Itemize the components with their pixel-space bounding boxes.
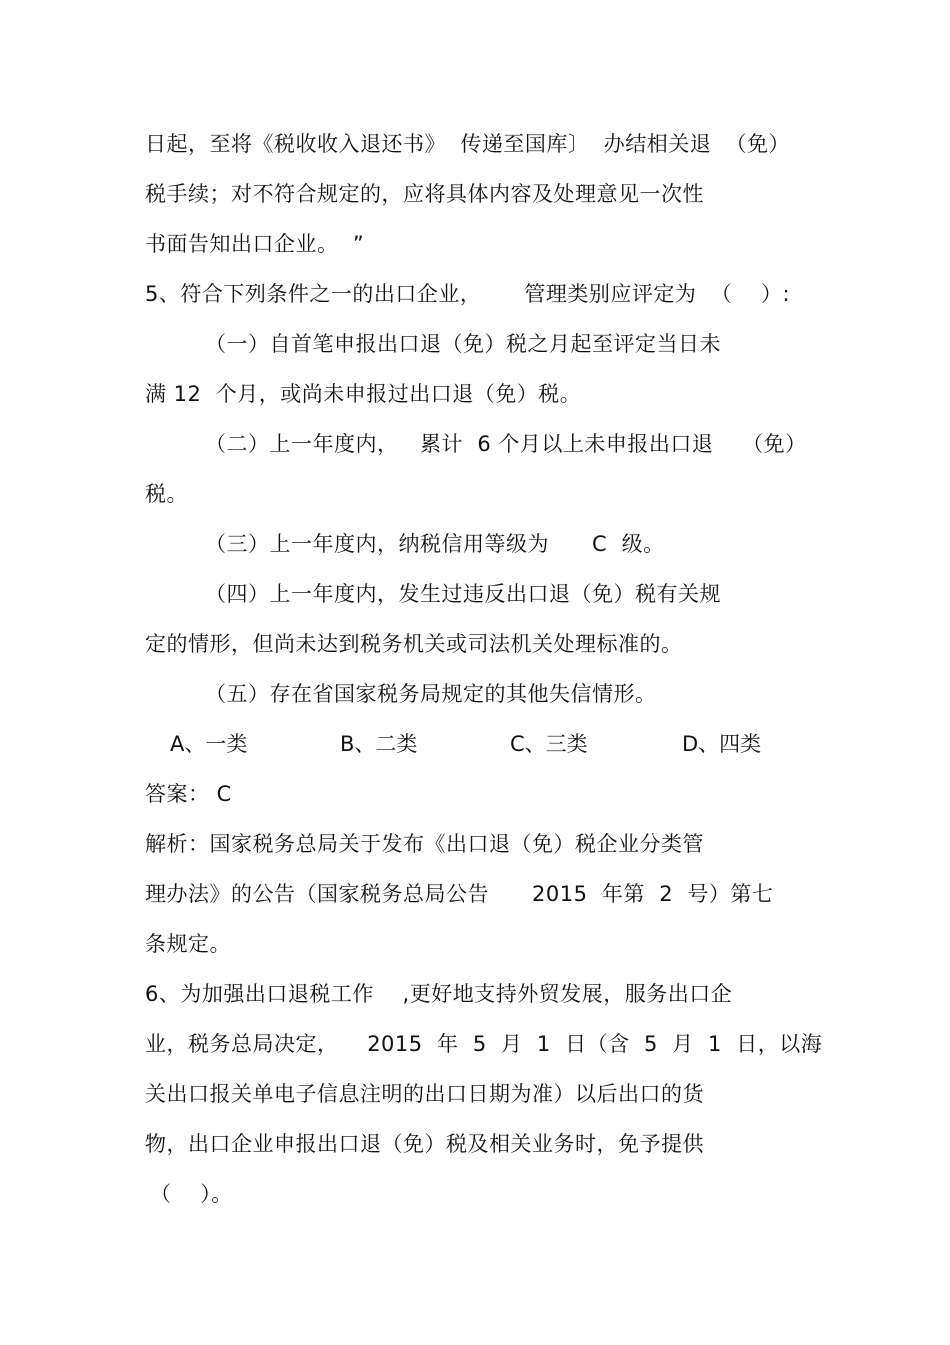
question-6-line-2: 业，税务总局决定， 2015 年 5 月 1 日（含 5 月 1 日，以海 bbox=[145, 1032, 823, 1056]
text-line-2: 税手续；对不符合规定的，应将具体内容及处理意见一次性 bbox=[145, 182, 704, 206]
analysis-line-1: 解析：国家税务总局关于发布《出口退（免）税企业分类管 bbox=[145, 832, 704, 856]
condition-4-line-2: 定的情形，但尚未达到税务机关或司法机关处理标准的。 bbox=[145, 632, 683, 656]
condition-3: （三）上一年度内，纳税信用等级为 C 级。 bbox=[205, 532, 665, 556]
text-line-1: 日起，至将《税收收入退还书》 传递至国库〕 办结相关退 （免） bbox=[145, 132, 791, 156]
condition-5: （五）存在省国家税务局规定的其他失信情形。 bbox=[205, 682, 657, 706]
option-d: D、四类 bbox=[682, 732, 762, 756]
option-a: A、一类 bbox=[170, 732, 248, 756]
condition-2-line-2: 税。 bbox=[145, 482, 188, 506]
condition-4-line-1: （四）上一年度内，发生过违反出口退（免）税有关规 bbox=[205, 582, 721, 606]
analysis-line-2: 理办法》的公告（国家税务总局公告 2015 年第 2 号）第七 bbox=[145, 882, 774, 906]
question-6-line-5: （ ）。 bbox=[150, 1182, 233, 1206]
question-5-stem: 5、符合下列条件之一的出口企业， 管理类别应评定为 （ ）: bbox=[145, 282, 791, 306]
question-6-line-4: 物，出口企业申报出口退（免）税及相关业务时，免予提供 bbox=[145, 1132, 704, 1156]
question-6-line-1: 6、为加强出口退税工作 ,更好地支持外贸发展，服务出口企 bbox=[145, 982, 733, 1006]
text-line-3: 书面告知出口企业。 ” bbox=[145, 232, 365, 256]
option-b: B、二类 bbox=[340, 732, 418, 756]
analysis-line-3: 条规定。 bbox=[145, 932, 231, 956]
condition-1-line-2: 满 12 个月，或尚未申报过出口退（免）税。 bbox=[145, 382, 582, 406]
option-c: C、三类 bbox=[510, 732, 588, 756]
condition-2-line-1: （二）上一年度内， 累计 6 个月以上未申报出口退 （免） bbox=[205, 432, 807, 456]
condition-1-line-1: （一）自首笔申报出口退（免）税之月起至评定当日未 bbox=[205, 332, 721, 356]
answer: 答案： C bbox=[145, 782, 232, 806]
question-6-line-3: 关出口报关单电子信息注明的出口日期为准）以后出口的货 bbox=[145, 1082, 704, 1106]
